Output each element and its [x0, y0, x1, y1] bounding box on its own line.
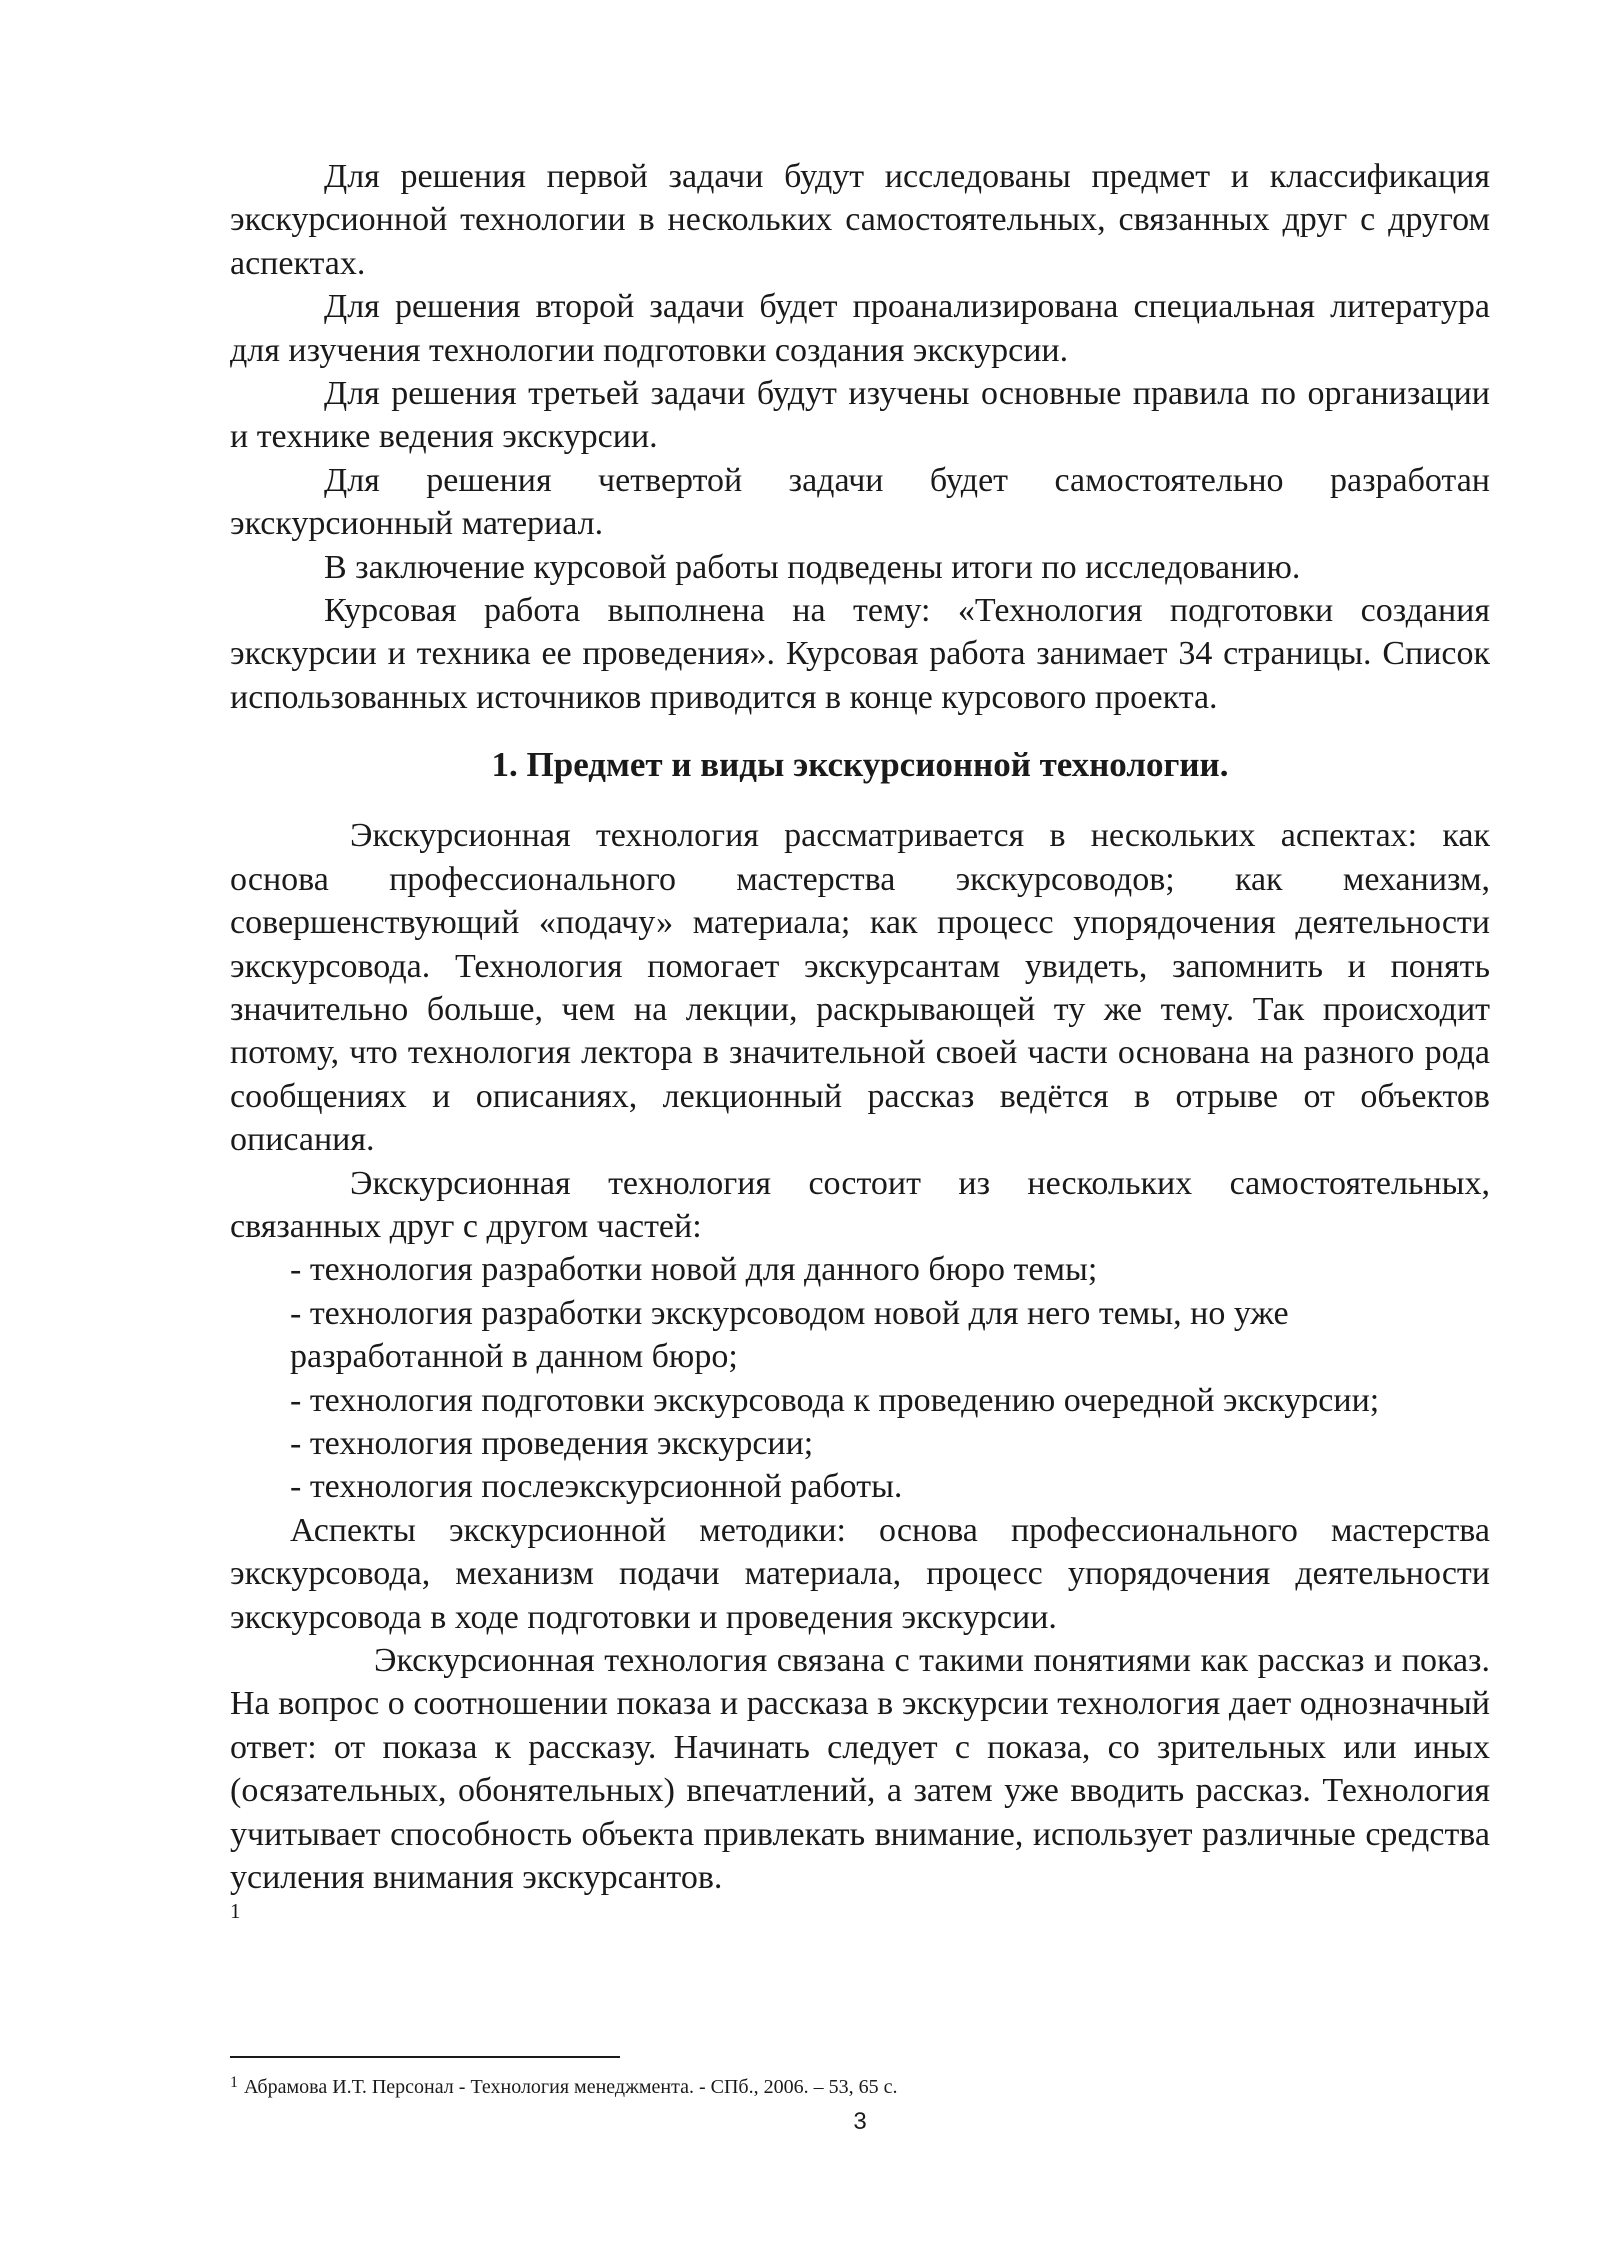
- section-heading: 1. Предмет и виды экскурсионной технологии.: [491, 745, 1229, 785]
- footnote: [230, 2070, 1490, 2100]
- section-paragraph-1: Экскурсионная технология рассматривается в нескольких аспектах: как основа профессионального мастерства экскурсоводов; как механизм, совершенствующий «подачу» материала; как процесс упорядочения деятельности экскурсовода. Технология помогает экскурсантам увидеть, запомнить и понять значительно больше, чем на лекции, раскрывающей ту же тему. Так происходит потому, что технология лектора в значительной своей части основана на разного рода сообщениях и описаниях, лекционный рассказ ведётся в отрыве от объектов описания.: [230, 817, 1490, 1159]
- intro-paragraph-2: Для решения второй задачи будет проанализирована специальная литература для изучения технологии подготовки создания экскурсии.: [230, 288, 1490, 369]
- list-item: - технология разработки экскурсоводом новой для него темы, но уже разработанной в данном бюро;: [290, 1294, 1289, 1376]
- list-item: - технология послеэкскурсионной работы.: [290, 1468, 903, 1506]
- intro-paragraph-3: Для решения третьей задачи будут изучены основные правила по организации и технике ведения экскурсии.: [230, 375, 1490, 456]
- footnote-marker: 1: [230, 2074, 238, 2091]
- footnote-text: Абрамова И.Т. Персонал - Технология менеджмента. - СПб., 2006. – 53, 65 с.: [244, 2076, 898, 2098]
- list-item: - технология разработки новой для данного бюро темы;: [290, 1251, 1098, 1289]
- document-body: [230, 155, 1490, 1925]
- section-paragraph-3: Аспекты экскурсионной методики: основа профессионального мастерства экскурсовода, механизм подачи материала, процесс упорядочения деятельности экскурсовода в ходе подготовки и проведения экскурсии.: [230, 1511, 1490, 1636]
- intro-paragraph-6: Курсовая работа выполнена на тему: «Технология подготовки создания экскурсии и техника ее проведения». Курсовая работа занимает 34 страницы. Список использованных источников приводится в конце курсового проекта.: [230, 592, 1490, 716]
- intro-paragraph-1: Для решения первой задачи будут исследованы предмет и классификация экскурсионной технологии в нескольких самостоятельных, связанных друг с другом аспектах.: [230, 158, 1490, 282]
- footnote-separator: [230, 2056, 620, 2058]
- footnote-reference-marker: 1: [230, 1899, 241, 1924]
- list-item: - технология проведения экскурсии;: [290, 1424, 814, 1462]
- section-paragraph-2: Экскурсионная технология состоит из нескольких самостоятельных, связанных друг с другом частей:: [230, 1164, 1490, 1245]
- intro-paragraph-4: Для решения четвертой задачи будет самостоятельно разработан экскурсионный материал.: [230, 461, 1490, 543]
- list-item: - технология подготовки экскурсовода к проведению очередной экскурсии;: [290, 1381, 1380, 1419]
- intro-paragraph-5: В заключение курсовой работы подведены итоги по исследованию.: [324, 548, 1301, 586]
- page-number: 3: [853, 2108, 867, 2135]
- section-paragraph-4: Экскурсионная технология связана с такими понятиями как рассказ и показ. На вопрос о соотношении показа и рассказа в экскурсии технология дает однозначный ответ: от показа к рассказу. Начинать следует с показа, со зрительных или иных (осязательных, обонятельных) впечатлений, а затем уже вводить рассказ. Технология учитывает способность объекта привлекать внимание, использует различные средства усиления внимания экскурсантов.: [230, 1642, 1490, 1897]
